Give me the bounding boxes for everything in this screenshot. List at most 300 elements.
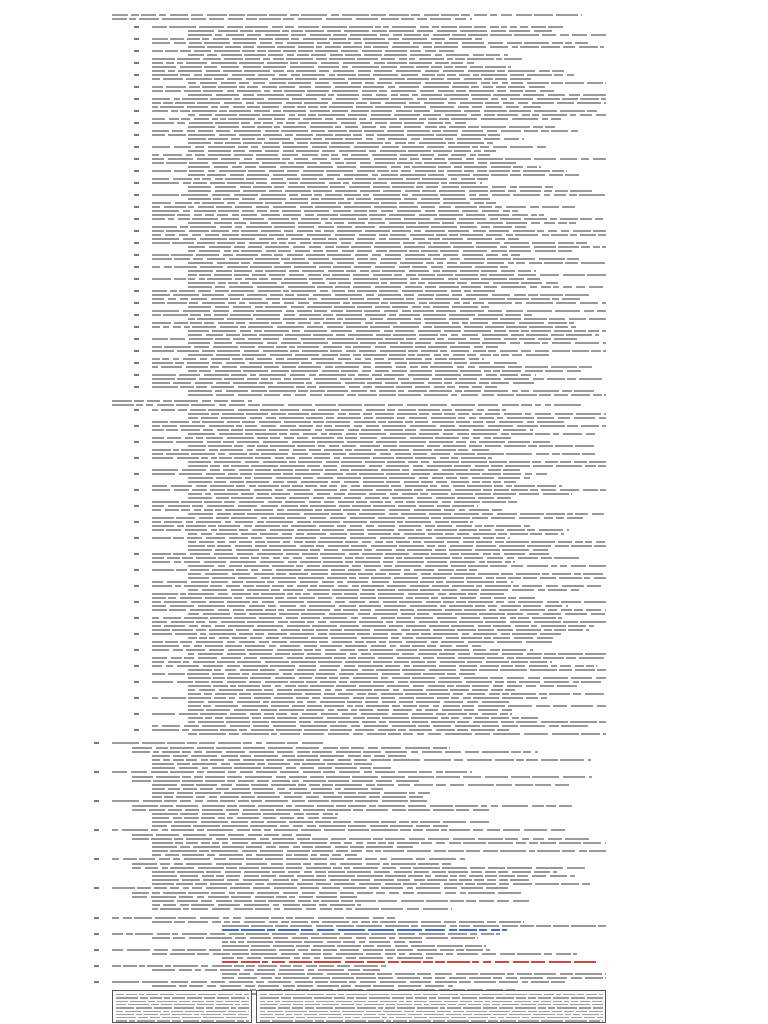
- text-segment: [371, 545, 397, 547]
- text-segment: [287, 358, 308, 360]
- text-segment: [486, 234, 502, 236]
- text-segment: [391, 637, 399, 639]
- text-segment: [349, 553, 359, 555]
- text-segment: [313, 138, 322, 140]
- text-segment: [267, 342, 277, 344]
- text-segment: [188, 46, 205, 48]
- text-segment: [247, 449, 253, 451]
- text-segment: [409, 58, 415, 60]
- text-segment: [152, 409, 158, 411]
- text-segment: [477, 409, 484, 411]
- text-line: [112, 605, 606, 607]
- text-segment: [458, 653, 470, 655]
- text-segment: [236, 342, 263, 344]
- text-segment: [380, 921, 396, 923]
- text-segment: [210, 933, 225, 935]
- text-segment: [523, 106, 541, 108]
- text-segment: [387, 62, 407, 64]
- text-segment: [225, 178, 244, 180]
- text-segment: [447, 74, 456, 76]
- text-segment: [449, 879, 457, 881]
- text-segment: [385, 925, 409, 927]
- text-segment: [235, 937, 246, 939]
- text-segment: [231, 290, 254, 292]
- text-segment: [206, 751, 222, 753]
- text-segment: [495, 238, 505, 240]
- text-segment: [283, 394, 291, 396]
- text-segment: [460, 858, 465, 860]
- list-marker: [134, 98, 139, 100]
- text-segment: [525, 366, 548, 368]
- text-segment: [317, 286, 333, 288]
- text-segment: [367, 733, 386, 735]
- text-segment: [375, 370, 389, 372]
- text-segment: [419, 58, 444, 60]
- text-segment: [132, 867, 141, 869]
- text-segment: [521, 282, 542, 284]
- text-segment: [576, 242, 587, 244]
- text-segment: [464, 609, 486, 611]
- text-segment: [390, 433, 416, 435]
- text-segment: [212, 577, 235, 579]
- text-segment: [343, 521, 367, 523]
- text-segment: [289, 346, 295, 348]
- text-segment: [409, 953, 422, 955]
- text-segment: [284, 796, 302, 798]
- list-marker: [134, 326, 139, 328]
- text-segment: [341, 485, 347, 487]
- text-segment: [383, 863, 389, 865]
- text-segment: [602, 246, 606, 248]
- text-segment: [182, 776, 191, 778]
- text-segment: [404, 481, 419, 483]
- text-segment: [490, 218, 498, 220]
- text-segment: [229, 404, 245, 406]
- text-segment: [444, 701, 463, 703]
- text-segment: [199, 733, 226, 735]
- list-marker: [134, 350, 139, 352]
- text-segment: [314, 961, 341, 963]
- text-segment: [585, 541, 592, 543]
- text-segment: [248, 326, 273, 328]
- text-segment: [451, 457, 458, 459]
- text-segment: [255, 908, 271, 910]
- text-segment: [553, 433, 559, 435]
- text-segment: [132, 751, 150, 753]
- text-segment: [210, 485, 234, 487]
- text-segment: [325, 649, 336, 651]
- text-segment: [246, 18, 257, 20]
- text-segment: [320, 485, 327, 487]
- text-segment: [359, 118, 366, 120]
- text-segment: [505, 689, 515, 691]
- text-segment: [337, 417, 361, 419]
- text-segment: [464, 390, 481, 392]
- text-segment: [423, 908, 448, 910]
- text-segment: [188, 342, 210, 344]
- text-segment: [299, 717, 323, 719]
- text-segment: [352, 182, 371, 184]
- text-segment: [208, 146, 235, 148]
- text-segment: [206, 887, 227, 889]
- text-line: [112, 961, 606, 963]
- text-segment: [169, 26, 196, 28]
- text-segment: [239, 973, 250, 975]
- text-segment: [291, 30, 303, 32]
- text-segment: [488, 842, 513, 844]
- text-segment: [165, 965, 171, 967]
- list-item: [112, 425, 606, 427]
- text-segment: [313, 593, 329, 595]
- text-line: [112, 557, 606, 559]
- text-segment: [459, 925, 470, 927]
- text-segment: [480, 274, 487, 276]
- list-item: [112, 742, 606, 744]
- text-line: [112, 30, 606, 32]
- text-segment: [334, 657, 346, 659]
- list-item: [112, 665, 606, 667]
- text-segment: [399, 86, 419, 88]
- text-segment: [194, 346, 209, 348]
- text-segment: [300, 725, 327, 727]
- text-segment: [403, 705, 417, 707]
- text-segment: [423, 138, 443, 140]
- text-segment: [495, 78, 507, 80]
- text-segment: [363, 86, 384, 88]
- text-segment: [412, 194, 438, 196]
- text-segment: [399, 441, 426, 443]
- text-line: [112, 904, 606, 906]
- text-segment: [197, 102, 220, 104]
- text-segment: [194, 751, 202, 753]
- text-segment: [287, 609, 305, 611]
- text-segment: [277, 122, 283, 124]
- text-segment: [199, 637, 207, 639]
- text-segment: [338, 693, 353, 695]
- text-segment: [450, 553, 459, 555]
- text-segment: [246, 481, 269, 483]
- text-segment: [181, 509, 190, 511]
- text-segment: [457, 138, 481, 140]
- text-segment: [192, 489, 207, 491]
- text-segment: [194, 50, 211, 52]
- text-segment: [397, 617, 411, 619]
- text-segment: [333, 210, 351, 212]
- text-segment: [151, 838, 172, 840]
- text-segment: [326, 318, 335, 320]
- text-segment: [366, 863, 380, 865]
- text-segment: [329, 485, 337, 487]
- text-segment: [327, 254, 351, 256]
- text-segment: [409, 62, 432, 64]
- text-segment: [152, 70, 165, 72]
- text-line: [112, 767, 606, 769]
- text-segment: [218, 557, 238, 559]
- text-segment: [525, 90, 536, 92]
- text-segment: [390, 346, 413, 348]
- text-segment: [349, 26, 373, 28]
- text-segment: [340, 892, 354, 894]
- text-segment: [389, 573, 400, 575]
- text-segment: [257, 969, 275, 971]
- text-segment: [152, 378, 175, 380]
- text-segment: [303, 809, 325, 811]
- text-segment: [383, 298, 404, 300]
- text-segment: [209, 949, 221, 951]
- text-segment: [465, 945, 482, 947]
- text-segment: [450, 162, 474, 164]
- text-segment: [218, 210, 239, 212]
- text-segment: [369, 805, 376, 807]
- text-segment: [513, 230, 535, 232]
- text-segment: [468, 892, 495, 894]
- text-segment: [466, 214, 485, 216]
- text-line: [112, 629, 606, 631]
- text-segment: [310, 394, 322, 396]
- text-segment: [442, 186, 459, 188]
- text-segment: [330, 186, 345, 188]
- text-segment: [172, 242, 194, 244]
- text-segment: [318, 409, 339, 411]
- text-segment: [249, 613, 276, 615]
- text-segment: [152, 238, 179, 240]
- text-segment: [393, 334, 416, 336]
- text-segment: [429, 858, 456, 860]
- text-segment: [201, 417, 218, 419]
- text-segment: [256, 497, 272, 499]
- text-segment: [420, 429, 442, 431]
- text-segment: [287, 54, 294, 56]
- text-segment: [469, 194, 476, 196]
- text-segment: [232, 921, 240, 923]
- text-segment: [181, 429, 200, 431]
- text-segment: [374, 629, 397, 631]
- text-segment: [413, 465, 423, 467]
- text-segment: [283, 18, 294, 20]
- text-line: [112, 693, 606, 695]
- text-segment: [421, 350, 438, 352]
- text-segment: [299, 314, 321, 316]
- text-segment: [233, 150, 245, 152]
- text-segment: [289, 114, 295, 116]
- text-segment: [354, 202, 379, 204]
- text-segment: [447, 673, 456, 675]
- text-segment: [233, 106, 245, 108]
- list-marker: [134, 569, 139, 571]
- text-segment: [372, 374, 382, 376]
- text-segment: [324, 394, 344, 396]
- text-segment: [462, 334, 478, 336]
- text-segment: [320, 645, 342, 647]
- text-segment: [497, 114, 518, 116]
- text-segment: [459, 74, 470, 76]
- text-segment: [152, 298, 164, 300]
- text-segment: [338, 792, 356, 794]
- text-segment: [447, 262, 457, 264]
- text-segment: [431, 641, 438, 643]
- text-segment: [252, 721, 269, 723]
- text-segment: [569, 318, 586, 320]
- text-segment: [412, 266, 427, 268]
- text-segment: [414, 110, 430, 112]
- text-segment: [243, 879, 269, 881]
- text-segment: [437, 262, 443, 264]
- list-marker: [134, 505, 139, 507]
- text-segment: [493, 553, 500, 555]
- text-segment: [604, 394, 606, 396]
- text-segment: [434, 354, 441, 356]
- text-segment: [373, 74, 398, 76]
- text-segment: [269, 545, 296, 547]
- text-segment: [481, 126, 506, 128]
- text-segment: [232, 74, 255, 76]
- text-segment: [458, 417, 465, 419]
- text-segment: [451, 493, 473, 495]
- text-segment: [554, 629, 566, 631]
- text-segment: [245, 461, 259, 463]
- text-segment: [174, 489, 189, 491]
- text-segment: [310, 390, 325, 392]
- text-segment: [409, 941, 422, 943]
- text-segment: [188, 138, 206, 140]
- text-segment: [295, 354, 319, 356]
- text-segment: [255, 306, 263, 308]
- text-segment: [234, 908, 253, 910]
- text-segment: [226, 751, 245, 753]
- text-segment: [378, 900, 397, 902]
- text-segment: [502, 929, 507, 931]
- text-segment: [388, 38, 399, 40]
- text-segment: [470, 933, 477, 935]
- text-segment: [373, 274, 392, 276]
- text-segment: [467, 354, 476, 356]
- text-segment: [402, 146, 424, 148]
- text-segment: [198, 653, 223, 655]
- text-segment: [196, 784, 217, 786]
- text-segment: [417, 501, 438, 503]
- text-segment: [491, 929, 500, 931]
- text-segment: [537, 230, 544, 232]
- list-marker: [134, 266, 139, 268]
- text-segment: [381, 908, 403, 910]
- text-segment: [199, 850, 209, 852]
- text-segment: [326, 776, 350, 778]
- text-segment: [227, 90, 234, 92]
- text-segment: [188, 445, 206, 447]
- text-segment: [170, 421, 189, 423]
- text-segment: [453, 838, 475, 840]
- text-segment: [134, 400, 144, 402]
- text-segment: [192, 326, 216, 328]
- text-segment: [137, 887, 151, 889]
- text-segment: [468, 34, 488, 36]
- text-segment: [273, 481, 284, 483]
- text-segment: [242, 50, 255, 52]
- text-segment: [542, 114, 567, 116]
- text-segment: [262, 961, 268, 963]
- text-segment: [410, 50, 421, 52]
- text-segment: [152, 202, 171, 204]
- text-segment: [292, 453, 308, 455]
- text-segment: [250, 266, 272, 268]
- text-segment: [205, 780, 225, 782]
- text-segment: [281, 629, 300, 631]
- text-segment: [203, 58, 221, 60]
- text-segment: [287, 70, 294, 72]
- text-segment: [273, 904, 279, 906]
- text-segment: [152, 821, 172, 823]
- text-segment: [523, 577, 537, 579]
- text-segment: [450, 346, 470, 348]
- text-segment: [599, 417, 606, 419]
- text-segment: [363, 945, 374, 947]
- text-segment: [349, 838, 371, 840]
- text-segment: [152, 489, 170, 491]
- text-segment: [326, 18, 352, 20]
- text-segment: [543, 493, 569, 495]
- text-segment: [400, 342, 413, 344]
- text-segment: [402, 290, 423, 292]
- text-segment: [407, 78, 429, 80]
- text-segment: [174, 278, 186, 280]
- text-segment: [241, 796, 255, 798]
- text-segment: [316, 382, 341, 384]
- text-segment: [327, 390, 348, 392]
- text-segment: [474, 653, 498, 655]
- text-segment: [183, 358, 196, 360]
- text-segment: [170, 38, 184, 40]
- text-segment: [229, 110, 251, 112]
- text-segment: [562, 298, 580, 300]
- text-segment: [270, 529, 294, 531]
- text-segment: [244, 54, 266, 56]
- text-segment: [326, 170, 353, 172]
- text-segment: [408, 537, 432, 539]
- text-segment: [318, 917, 344, 919]
- text-segment: [132, 834, 153, 836]
- text-segment: [523, 921, 524, 923]
- text-segment: [473, 54, 484, 56]
- text-segment: [188, 206, 194, 208]
- text-segment: [341, 465, 365, 467]
- text-line: [112, 747, 606, 749]
- text-segment: [362, 50, 382, 52]
- text-segment: [282, 298, 306, 300]
- text-segment: [414, 569, 434, 571]
- text-line: [112, 453, 606, 455]
- text-segment: [397, 846, 413, 848]
- text-segment: [443, 202, 470, 204]
- text-segment: [505, 561, 511, 563]
- text-segment: [363, 194, 369, 196]
- text-segment: [384, 330, 393, 332]
- text-segment: [552, 170, 564, 172]
- list-item: [112, 158, 606, 160]
- text-segment: [445, 138, 453, 140]
- text-segment: [251, 945, 270, 947]
- text-segment: [450, 98, 468, 100]
- text-segment: [191, 14, 203, 16]
- text-segment: [385, 254, 401, 256]
- text-segment: [398, 589, 418, 591]
- text-segment: [170, 850, 197, 852]
- text-segment: [488, 134, 500, 136]
- text-segment: [348, 38, 361, 40]
- text-segment: [390, 449, 409, 451]
- text-segment: [348, 429, 359, 431]
- text-segment: [371, 933, 396, 935]
- text-segment: [471, 871, 482, 873]
